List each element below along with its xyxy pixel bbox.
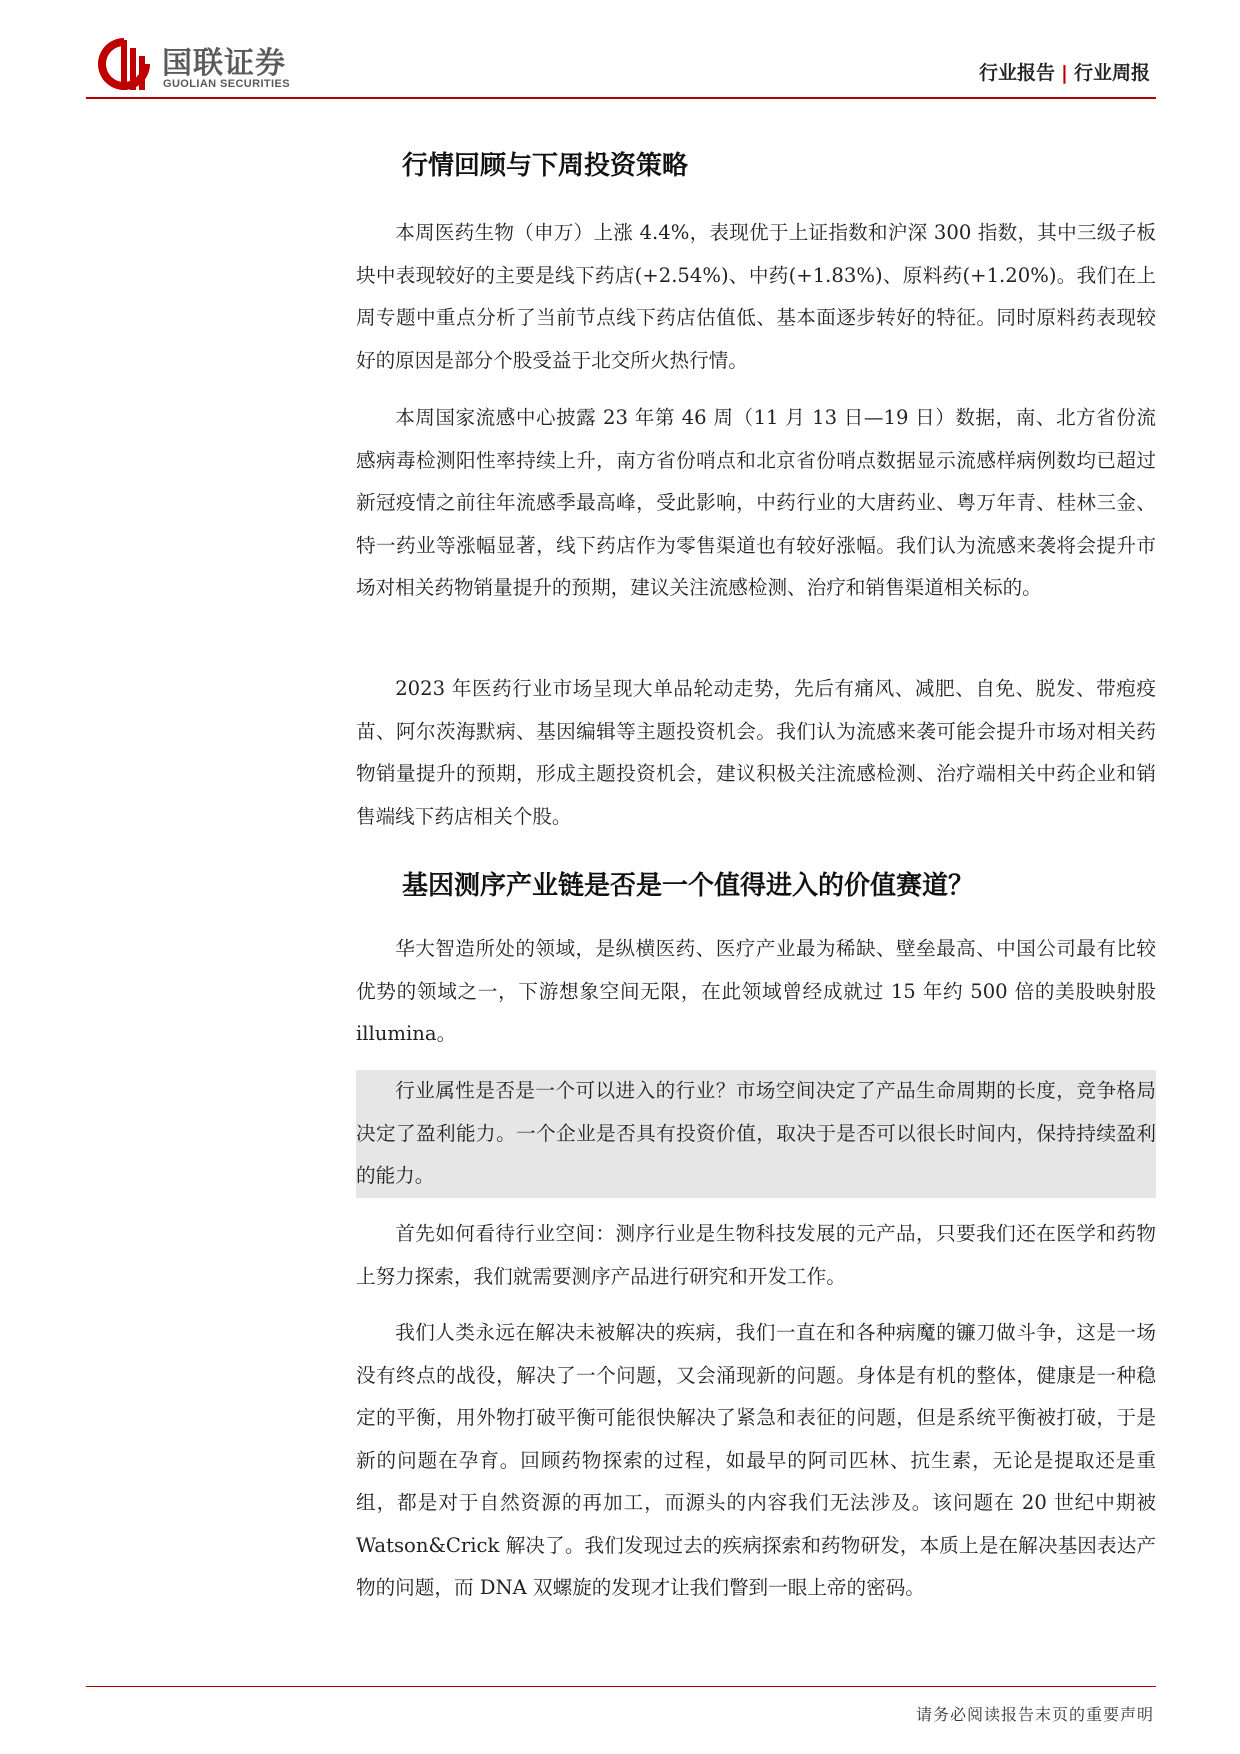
footer-disclaimer: 请务必阅读报告末页的重要声明 bbox=[915, 1705, 1154, 1724]
paragraph: 2023 年医药行业市场呈现大单品轮动走势，先后有痛风、减肥、自免、脱发、带疱疫苗、阿尔茨海默病、基因编辑等主题投资机会。我们认为流感来袭可能会提升市场对相关药物销量提升的预期，形成主题投资机会，建议积极关注流感检测、治疗端相关中药企业和销售端线下药店相关个股。 bbox=[356, 677, 1156, 828]
report-type-label bbox=[979, 58, 1150, 85]
page-header bbox=[86, 30, 1156, 98]
section-title-gene-sequencing: 基因测序产业链是否是一个值得进入的价值赛道？ bbox=[402, 871, 975, 901]
report-subtype: 行业周报 bbox=[1073, 62, 1150, 84]
company-logo bbox=[94, 34, 374, 94]
footer-divider bbox=[86, 1686, 1156, 1687]
paragraph: 华大智造所处的领域，是纵横医药、医疗产业最为稀缺、壁垒最高、中国公司最有比较优势的领域之一，下游想象空间无限，在此领域曾经成就过 15 年约 500 倍的美股映射股 illumina。 bbox=[356, 937, 1156, 1045]
report-type-separator: | bbox=[1061, 62, 1068, 84]
highlighted-paragraph: 行业属性是否是一个可以进入的行业？市场空间决定了产品生命周期的长度，竞争格局决定了盈利能力。一个企业是否具有投资价值，取决于是否可以很长时间内，保持持续盈利的能力。 bbox=[356, 1070, 1156, 1198]
report-type: 行业报告 bbox=[979, 62, 1056, 84]
paragraph: 我们人类永远在解决未被解决的疾病，我们一直在和各种病魔的镰刀做斗争，这是一场没有终点的战役，解决了一个问题，又会涌现新的问题。身体是有机的整体，健康是一种稳定的平衡，用外物打破平衡可能很快解决了紧急和表征的问题，但是系统平衡被打破，于是新的问题在孕育。回顾药物探索的过程，如最早的阿司匹林、抗生素，无论是提取还是重组，都是对于自然资源的再加工，而源头的内容我们无法涉及。该问题在 20 世纪中期被 Watson&Crick 解决了。我们发现过去的疾病探索和药物研发，本质上是在解决基因表达产物的问题，而 DNA 双螺旋的发现才让我们瞥到一眼上帝的密码。 bbox=[356, 1321, 1156, 1599]
logo-chinese-name: 国联证券 bbox=[162, 46, 286, 81]
paragraph: 首先如何看待行业空间：测序行业是生物科技发展的元产品，只要我们还在医学和药物上努力探索，我们就需要测序产品进行研究和开发工作。 bbox=[356, 1222, 1156, 1288]
paragraph: 本周国家流感中心披露 23 年第 46 周（11 月 13 日—19 日）数据，南、北方省份流感病毒检测阳性率持续上升，南方省份哨点和北京省份哨点数据显示流感样病例数均已超过新冠疫情之前往年流感季最高峰，受此影响，中药行业的大唐药业、粤万年青、桂林三金、特一药业等涨幅显著，线下药店作为零售渠道也有较好涨幅。我们认为流感来袭将会提升市场对相关药物销量提升的预期，建议关注流感检测、治疗和销售渠道相关标的。 bbox=[356, 406, 1156, 599]
section-title-market-review: 行情回顾与下周投资策略 bbox=[402, 151, 689, 181]
paragraph: 本周医药生物（申万）上涨 4.4%，表现优于上证指数和沪深 300 指数，其中三级子板块中表现较好的主要是线下药店(+2.54%)、中药(+1.83%)、原料药(+1.20%)。我们在上周专题中重点分析了当前节点线下药店估值低、基本面逐步转好的特征。同时原料药表现较好的原因是部分个股受益于北交所火热行情。 bbox=[356, 221, 1156, 372]
header-divider bbox=[86, 97, 1156, 99]
guolian-logo-icon bbox=[94, 34, 154, 94]
logo-english-name: GUOLIAN SECURITIES bbox=[163, 78, 290, 90]
